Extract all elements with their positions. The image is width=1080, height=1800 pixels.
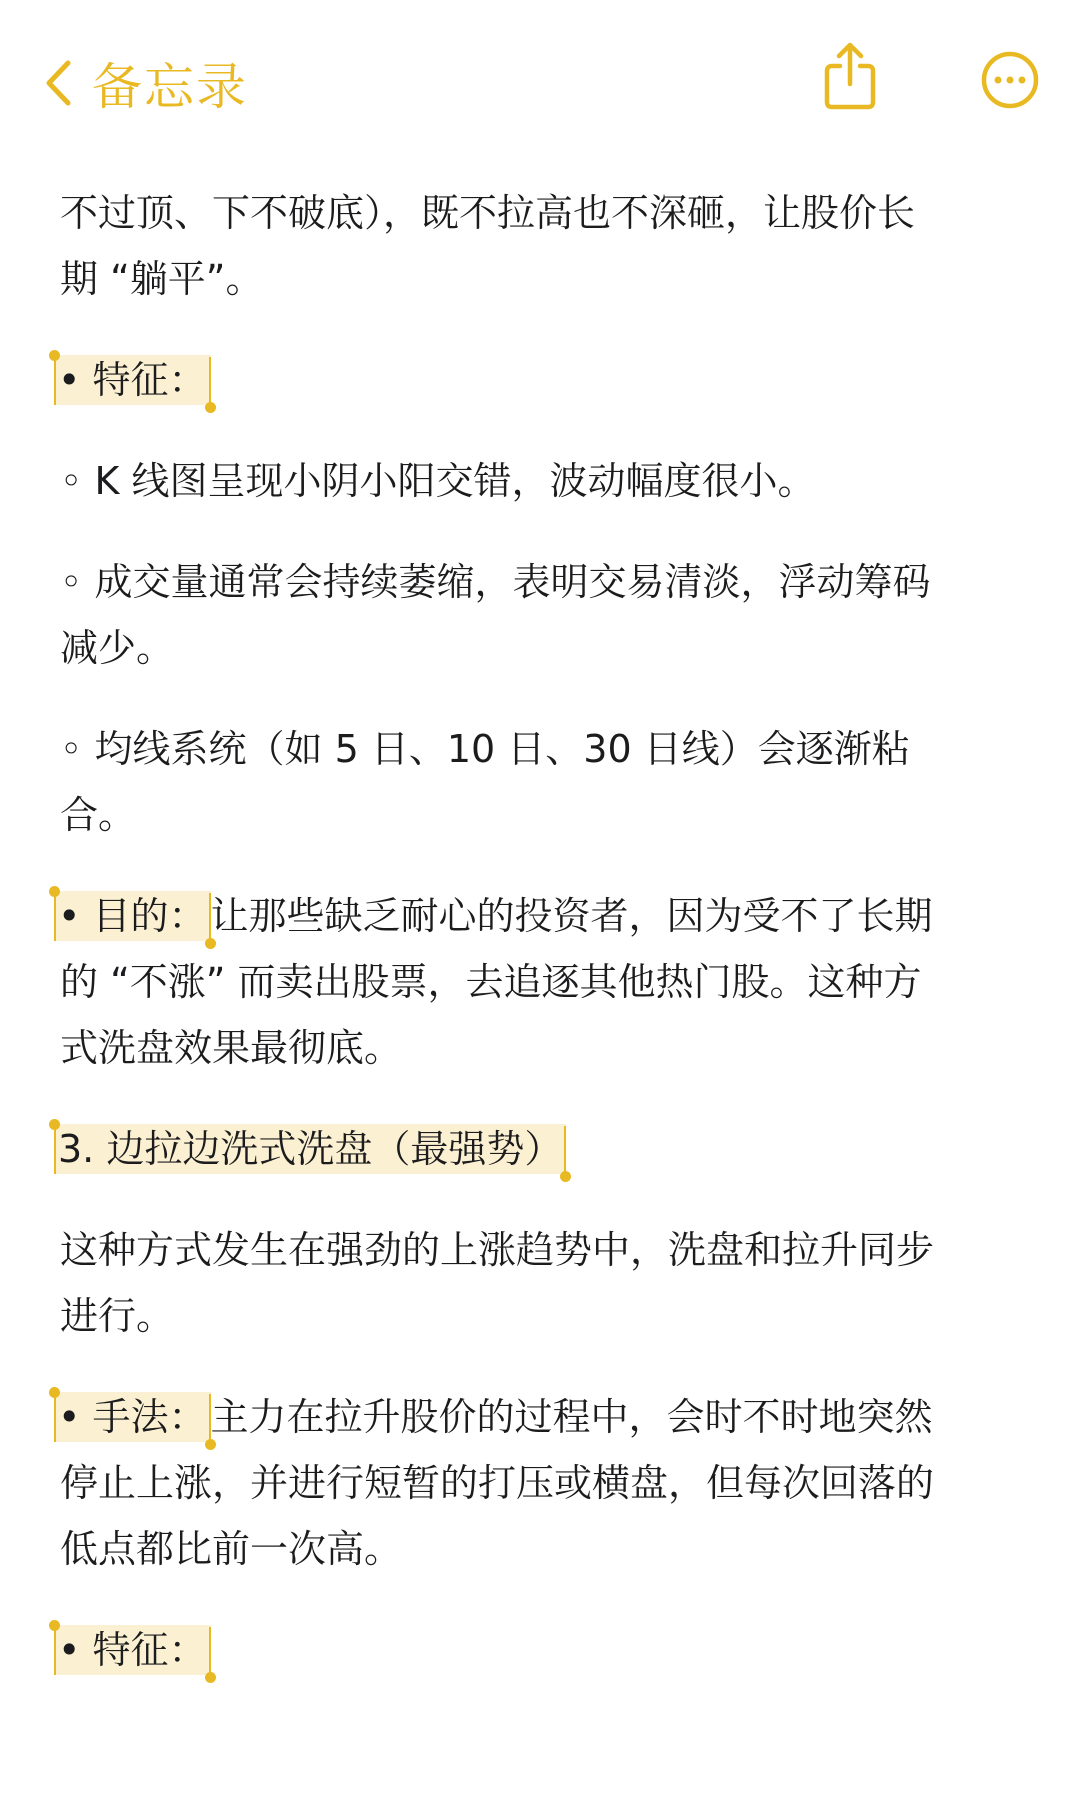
note-line: ◦ K 线图呈现小阴小阳交错，波动幅度很小。 (60, 459, 816, 503)
share-button[interactable] (820, 40, 880, 112)
note-line (60, 1116, 1020, 1182)
selection-handle[interactable] (205, 1672, 216, 1683)
note-line: ◦ 均线系统（如 5 日、10 日、30 日线）会逐渐粘 (60, 727, 910, 771)
back-button[interactable] (44, 48, 248, 118)
selection-handle[interactable] (49, 350, 60, 361)
note-line: 停止上涨，并进行短暂的打压或横盘，但每次回落的 (60, 1461, 935, 1505)
note-line: 进行。 (60, 1294, 175, 1338)
note-line: 减少。 (60, 626, 175, 670)
note-line: • 手法： 主力在拉升股价的过程中，会时不时地突然 (60, 1384, 1020, 1450)
selection-handle[interactable] (49, 886, 60, 897)
note-line: 低点都比前一次高。 (60, 1527, 403, 1571)
selection-highlight[interactable]: 3. 边拉边洗式洗盘（最强势） (54, 1124, 566, 1174)
selection-handle[interactable] (205, 1439, 216, 1450)
ellipsis-circle-icon (980, 50, 1040, 110)
selection-handle[interactable] (49, 1119, 60, 1130)
note-line: 这种方式发生在强劲的上涨趋势中，洗盘和拉升同步 (60, 1228, 935, 1272)
selection-handle[interactable] (560, 1171, 571, 1182)
selection-highlight[interactable]: • 特征： (54, 1625, 211, 1675)
note-line: ◦ 成交量通常会持续萎缩，表明交易清淡，浮动筹码 (60, 560, 931, 604)
navigation-bar (0, 0, 1080, 170)
back-label: 备忘录 (92, 58, 248, 116)
chevron-left-icon (44, 59, 72, 107)
selection-handle[interactable] (205, 402, 216, 413)
selection-highlight[interactable]: • 特征： (54, 355, 211, 405)
more-button[interactable] (980, 50, 1040, 110)
note-line (60, 347, 1020, 413)
note-line: 期 “躺平”。 (60, 257, 264, 301)
share-icon (820, 40, 880, 112)
note-line: 的 “不涨” 而卖出股票，去追逐其他热门股。这种方 (60, 960, 922, 1004)
selection-highlight[interactable]: • 手法： (54, 1392, 211, 1442)
note-line: 式洗盘效果最彻底。 (60, 1026, 403, 1070)
note-line (60, 1617, 1020, 1683)
note-body[interactable] (60, 180, 1020, 1683)
selection-handle[interactable] (49, 1387, 60, 1398)
note-line: 合。 (60, 793, 137, 837)
note-line: • 目的： 让那些缺乏耐心的投资者，因为受不了长期 (60, 883, 1020, 949)
note-line: 不过顶、下不破底），既不拉高也不深砸，让股价长 (60, 191, 916, 235)
selection-handle[interactable] (205, 938, 216, 949)
selection-highlight[interactable]: • 目的： (54, 891, 211, 941)
selection-handle[interactable] (49, 1620, 60, 1631)
